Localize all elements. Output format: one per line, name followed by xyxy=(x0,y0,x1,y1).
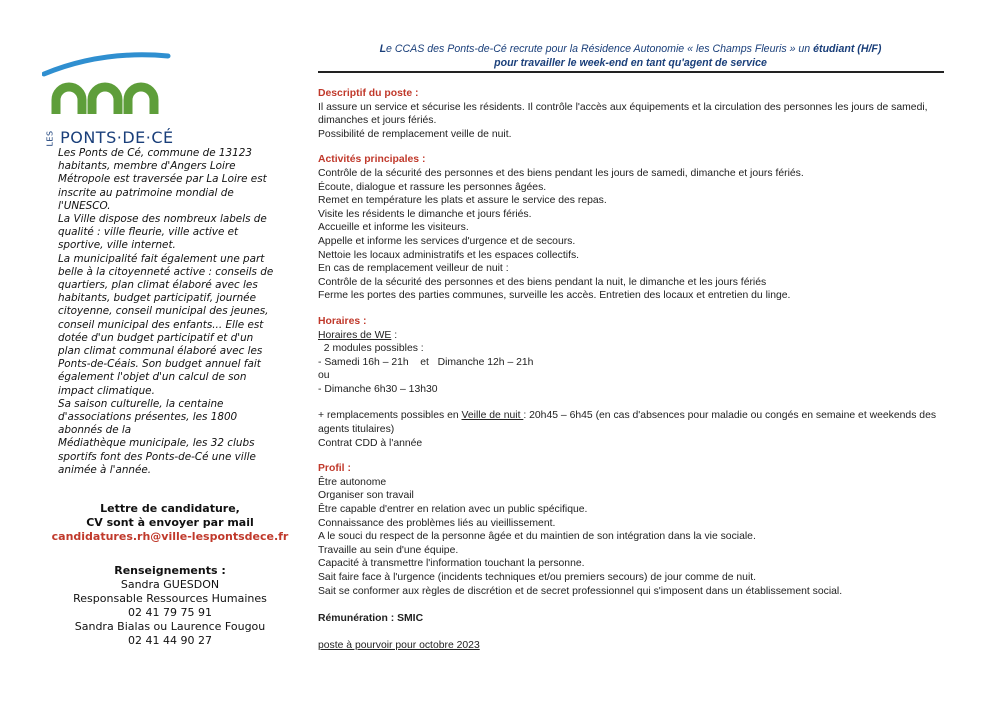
section-title: Descriptif du poste : xyxy=(318,88,419,99)
intro-paragraph: La municipalité fait également une part belle à la citoyenneté active : conseils de quartiers, plan climat élaboré avec les habitants, budget participatif, journée citoyenne, conseil municipal des jeunes, conseil municipal des enfants... Elle est dotée d'un budget participatif et d'un plan climat communal élaboré avec les Ponts-de-Céais. Son budget annuel fait également l'objet d'un calcul de son impact climatique. xyxy=(58,252,274,397)
contact-role-1: Responsable Ressources Humaines xyxy=(73,592,267,605)
body-line: Sait faire face à l'urgence (incidents techniques et/ou premiers secours) de jour comme de nuit. xyxy=(318,572,757,583)
town-introduction xyxy=(58,147,278,477)
contact-block xyxy=(40,502,300,648)
contact-name-1: Sandra GUESDON xyxy=(120,578,220,591)
intro-paragraph: Les Ponts de Cé, commune de 13123 habitants, membre d'Angers Loire Métropole est traversée par La Loire est inscrite au patrimoine mondial de l'UNESCO. xyxy=(58,147,267,212)
application-line2: CV sont à envoyer par mail xyxy=(86,516,254,529)
body-line: Possibilité de remplacement veille de nuit. xyxy=(318,128,512,140)
body-line: Être capable d'entrer en relation avec un public spécifique. xyxy=(318,504,588,516)
body-line: Il assure un service et sécurise les résidents. Il contrôle l'accès aux équipements et la circulation des personnes les jours de samedi, dimanches et jours fériés. xyxy=(318,101,928,127)
body-line: Contrat CDD à l'année xyxy=(318,437,423,449)
remuneration: Rémunération : SMIC xyxy=(318,613,424,625)
contact-phone-1: 02 41 79 75 91 xyxy=(128,606,212,619)
body-line: Sait se conformer aux règles de discrétion et de secret professionnel qui s'imposent dans un établissement social. xyxy=(318,585,843,597)
body-line: Être autonome xyxy=(318,476,387,488)
body-line: Visite les résidents le dimanche et jours fériés. xyxy=(318,208,532,220)
body-line: Connaissance des problèmes liés au vieillissement. xyxy=(318,517,556,529)
section-activites xyxy=(318,153,948,303)
header-divider xyxy=(318,71,944,73)
body-line: Horaires de WE : xyxy=(318,329,398,341)
body-line: ou xyxy=(318,370,330,382)
contact-name-2: Sandra Bialas ou Laurence Fougou xyxy=(74,620,266,633)
body-line: Appelle et informe les services d'urgence et de secours. xyxy=(318,235,576,247)
body-line: Remet en température les plats et assure le service des repas. xyxy=(318,195,607,207)
body-line: + remplacements possibles en Veille de nuit : 20h45 – 6h45 (en cas d'absences pour maladie ou congés en semaine et weekends des agents titulaires) xyxy=(318,410,937,436)
body-line: Capacité à transmettre l'information touchant la personne. xyxy=(318,558,585,570)
body-line: En cas de remplacement veilleur de nuit : xyxy=(318,263,509,275)
body-line: Écoute, dialogue et rassure les personnes âgées. xyxy=(318,181,547,193)
header-line-1: Le CCAS des Ponts-de-Cé recrute pour la Résidence Autonomie « les Champs Fleuris » un étudiant (H/F) xyxy=(379,43,882,55)
position-available-date: poste à pourvoir pour octobre 2023 xyxy=(318,639,480,651)
body-line: 2 modules possibles : xyxy=(318,343,424,355)
section-descriptif xyxy=(318,87,948,141)
section-title: Activités principales : xyxy=(318,154,426,166)
body-line: Travaille au sein d'une équipe. xyxy=(318,544,459,556)
application-email-link[interactable]: candidatures.rh@ville-lespontsdece.fr xyxy=(51,530,289,543)
logo-mark-icon xyxy=(42,48,182,128)
contact-phone-2: 02 41 44 90 27 xyxy=(128,634,212,647)
logo-les: LES xyxy=(45,130,55,147)
body-line: Nettoie les locaux administratifs et les espaces collectifs. xyxy=(318,249,580,261)
header-line-2: pour travailler le week-end en tant qu'agent de service xyxy=(494,57,767,69)
intro-paragraph: Sa saison culturelle, la centaine d'associations présentes, les 1800 abonnés de la xyxy=(58,397,238,437)
body-line: - Samedi 16h – 21h et Dimanche 12h – 21h xyxy=(318,356,534,368)
section-title: Profil : xyxy=(318,463,351,475)
section-profil xyxy=(318,462,948,598)
info-title: Renseignements : xyxy=(114,564,226,577)
body-line: - Dimanche 6h30 – 13h30 xyxy=(318,383,438,395)
job-description-body xyxy=(318,87,948,652)
ponts-de-ce-logo xyxy=(42,48,182,158)
body-line: Organiser son travail xyxy=(318,490,414,502)
section-title: Horaires : xyxy=(318,315,367,327)
logo-name: PONTS·DE·CÉ xyxy=(60,128,174,147)
body-line: Accueille et informe les visiteurs. xyxy=(318,222,469,234)
logo-wordmark xyxy=(42,128,174,147)
intro-paragraph: Médiathèque municipale, les 32 clubs sportifs font des Ponts-de-Cé une ville animée à l'année. xyxy=(58,437,256,476)
intro-paragraph: La Ville dispose des nombreux labels de qualité : ville fleurie, ville active et sportive, ville internet. xyxy=(58,213,267,252)
application-line1: Lettre de candidature, xyxy=(100,502,240,515)
body-line: Contrôle de la sécurité des personnes et des biens pendant les jours de samedi, dimanche et jours fériés. xyxy=(318,167,804,179)
job-title-header xyxy=(318,42,943,70)
section-horaires xyxy=(318,315,948,450)
body-line: Ferme les portes des parties communes, surveille les accès. Entretien des locaux et entretien du linge. xyxy=(318,290,791,302)
body-line: A le souci du respect de la personne âgée et du maintien de son intégration dans la vie sociale. xyxy=(318,531,756,543)
body-line: Contrôle de la sécurité des personnes et des biens pendant la nuit, le dimanche et les jours fériés xyxy=(318,276,767,288)
